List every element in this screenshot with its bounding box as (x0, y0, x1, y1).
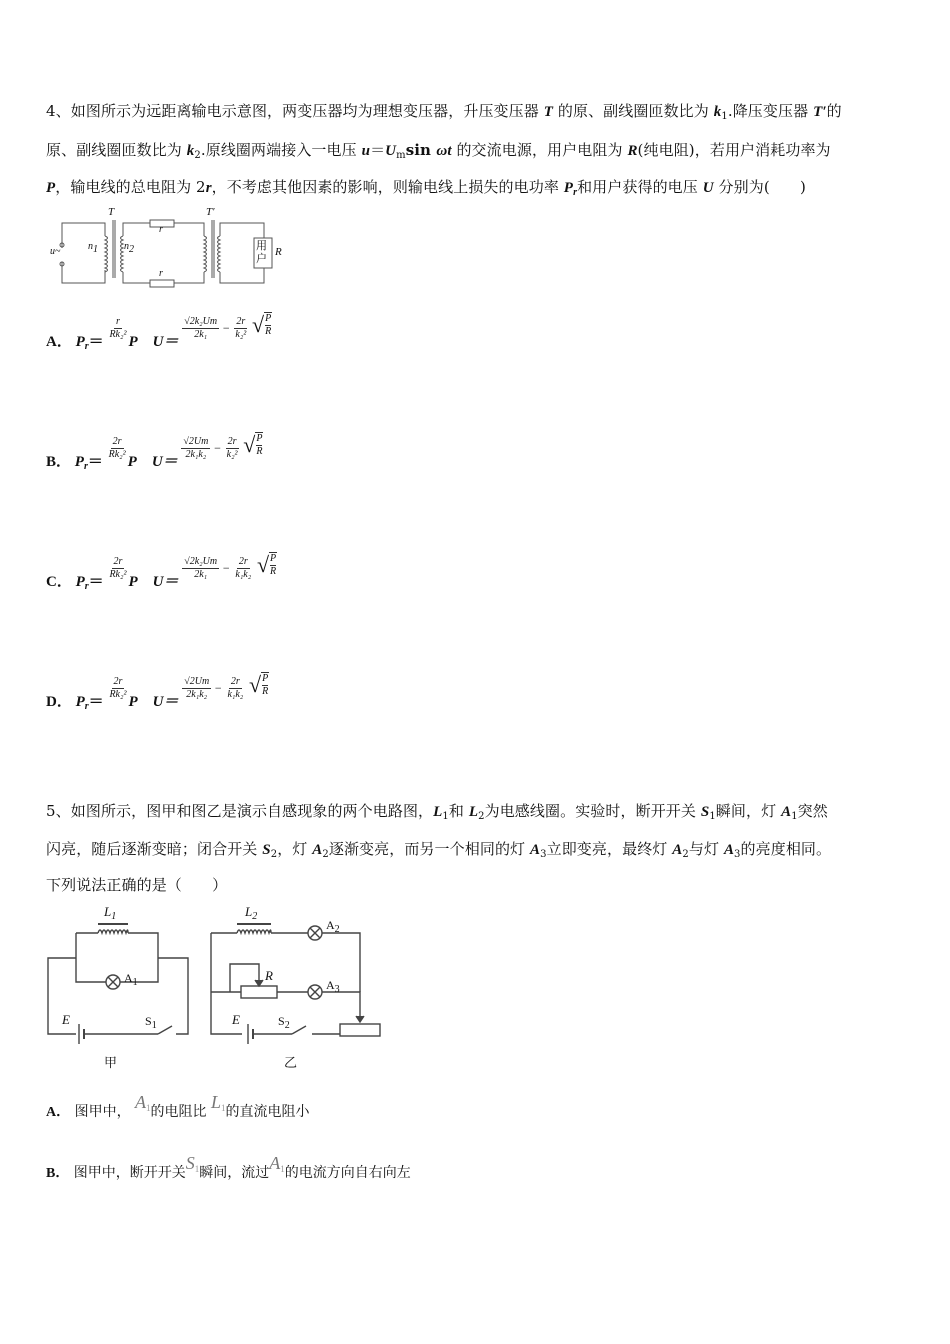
label-R: R (265, 968, 273, 983)
label-r-bottom: r (159, 268, 163, 279)
label-T: T (108, 206, 115, 218)
q4-line-2: 原、副线圈匝数比为 $k_2$.原线圈两端接入一电压 $u=U_m\sin$ ωt 的交流电源，用户电阻为 R(纯电阻)，若用户消耗功率为 (46, 141, 831, 161)
caption-jia: 甲 (104, 1056, 118, 1071)
q4-option-c[interactable]: C． $P_r=$ $\frac{2r}{\text{Rk₂²}}$ P U＝ $\frac{\text{√2k₂Um}}{\text{2k₁}}$ − $\frac{2r}{\text{k₁k₂}}$ √ P R (46, 552, 277, 592)
q4-option-b[interactable]: B． $P_r=$ $\frac{2r}{\text{Rk₂²}}$ P U＝ $\frac{√2Um}{\text{2k₁k₂}}$ − $\frac{2r}{\text{k₂²}}$ √ P R (46, 432, 263, 472)
sqrt-p-over-r: √ P R (243, 432, 263, 457)
label-E-jia: E (62, 1012, 70, 1027)
q5-line-2: 闪亮，随后逐渐变暗；闭合开关 $S_2$，灯 $A_2$逐渐变亮，而另一个相同的灯 $A_3$立即变亮，最终灯 $A_2$与灯 $A_3$的亮度相同。 (46, 840, 832, 860)
q5-line-1: 5、如图所示，图甲和图乙是演示自感现象的两个电路图，$L_1$和 $L_2$为电感线圈。实验时，断开开关 $S_1$瞬间，灯 $A_1$突然 (46, 802, 828, 822)
label-R: R (275, 246, 282, 258)
label-n2: $n_2$ (124, 241, 134, 255)
transmission-circuit-diagram (48, 208, 293, 288)
label-E-yi: E (232, 1012, 240, 1027)
label-user: 用 户 (256, 239, 267, 265)
q4-option-d[interactable]: D． $P_r=$ $\frac{2r}{\text{Rk₂²}}$ P U＝ $\frac{√2Um}{\text{2k₁k₂}}$ − $\frac{2r}{\text{k₁k₂}}$ √ P R (46, 672, 269, 712)
q5-option-b[interactable]: B． 图甲中，断开开关$S_1$瞬间，流过$A_1$的电流方向自右向左 (46, 1153, 411, 1181)
c-fraction: $\frac{2r}{\text{k₁k₂}}$ (227, 676, 244, 701)
label-A1: $A_1$ (124, 971, 138, 988)
symbol-A1: $A_1$ (135, 1092, 151, 1113)
label-r-top: r (159, 224, 163, 235)
label-A2: $A_2$ (326, 918, 340, 935)
q5-line-3: 下列说法正确的是（ ） (46, 876, 228, 894)
u-fraction: $\frac{\text{√2k₂Um}}{\text{2k₁}}$ (184, 316, 218, 341)
q4-option-a[interactable]: A． $P_r=$ $\frac{r}{\text{Rk₂²}}$ P U＝ $\frac{\text{√2k₂Um}}{\text{2k₁}}$ − $\frac{2r}{\text{k₂²}}$ √ P R (46, 312, 272, 352)
u-fraction: $\frac{\text{√2k₂Um}}{\text{2k₁}}$ (184, 556, 218, 581)
sqrt-p-over-r: √ P R (256, 552, 277, 577)
sqrt-p-over-r: √ P R (249, 672, 269, 697)
label-S1: $S_1$ (145, 1014, 157, 1031)
label-n1: $n_1$ (88, 241, 98, 255)
pr-fraction: $\frac{r}{\text{Rk₂²}}$ (109, 316, 127, 341)
label-A3: $A_3$ (326, 978, 340, 995)
sqrt-p-over-r: √ P R (252, 312, 272, 337)
symbol-L1: $L_1$ (210, 1092, 226, 1113)
pr-fraction: $\frac{2r}{\text{Rk₂²}}$ (109, 556, 127, 581)
q4-line-1: 4、如图所示为远距离输电示意图，两变压器均为理想变压器，升压变压器 T 的原、副线圈匝数比为 $k_1$.降压变压器 T′的 (46, 102, 842, 122)
u-fraction: $\frac{√2Um}{\text{2k₁k₂}}$ (183, 436, 209, 461)
symbol-S1: $S_1$ (185, 1153, 200, 1174)
q4-number: 4、 (46, 102, 71, 120)
symbol-A1: $A_1$ (269, 1153, 285, 1174)
caption-yi: 乙 (284, 1056, 298, 1071)
label-L2: $L_2$ (245, 904, 258, 922)
c-fraction: $\frac{2r}{\text{k₂²}}$ (235, 316, 247, 341)
label-source: u~ (50, 246, 61, 257)
c-fraction: $\frac{2r}{\text{k₂²}}$ (226, 436, 238, 461)
q4-line-3: P，输电线的总电阻为 2r，不考虑其他因素的影响，则输电线上损失的电功率 $P_r$和用户获得的电压 U 分别为( ) (46, 178, 806, 198)
pr-fraction: $\frac{2r}{\text{Rk₂²}}$ (109, 676, 127, 701)
self-induction-circuit-diagrams (42, 902, 387, 1074)
label-T-prime: T′ (206, 206, 215, 218)
label-L1: $L_1$ (104, 904, 117, 922)
q5-number: 5、 (46, 802, 71, 820)
c-fraction: $\frac{2r}{\text{k₁k₂}}$ (235, 556, 252, 581)
u-fraction: $\frac{√2Um}{\text{2k₁k₂}}$ (184, 676, 210, 701)
pr-fraction: $\frac{2r}{\text{Rk₂²}}$ (108, 436, 126, 461)
label-S2: $S_2$ (278, 1014, 290, 1031)
q5-option-a[interactable]: A． 图甲中， $A_1$的电阻比 $L_1$的直流电阻小 (46, 1092, 310, 1120)
